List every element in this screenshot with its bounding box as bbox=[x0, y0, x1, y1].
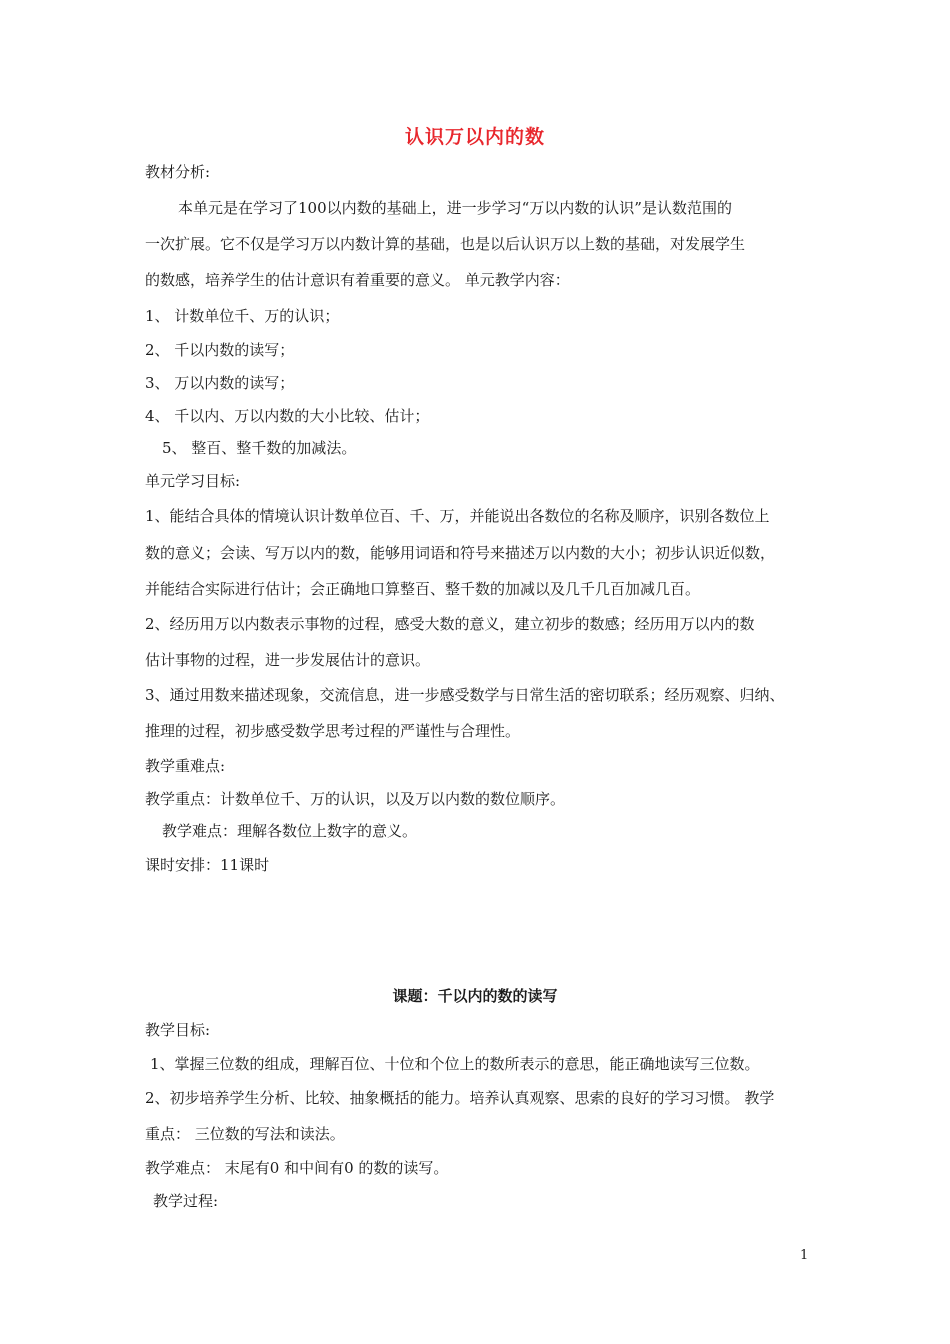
content-item-4: 4、 千以内、万以内数的大小比较、估计； bbox=[145, 407, 430, 425]
key-point: 教学重点：计数单位千、万的认识，以及万以内数的数位顺序。 bbox=[145, 790, 566, 808]
lesson-goal-line-2: 2、初步培养学生分析、比较、抽象概括的能力。培养认真观察、思索的良好的学习习惯。 教学 bbox=[145, 1089, 775, 1107]
content-item-2: 2、 千以内数的读写； bbox=[145, 341, 295, 359]
analysis-line-2: 一次扩展。它不仅是学习万以内数计算的基础，也是以后认识万以上数的基础，对发展学生 bbox=[145, 235, 746, 253]
goal-line-3: 并能结合实际进行估计；会正确地口算整百、整千数的加减以及几千几百加减几百。 bbox=[145, 580, 701, 598]
lesson-goal-line-1: 1、掌握三位数的组成，理解百位、十位和个位上的数所表示的意思，能正确地读写三位数。 bbox=[150, 1055, 760, 1073]
content-item-1: 1、 计数单位千、万的认识； bbox=[145, 307, 340, 325]
goal-line-4: 2、经历用万以内数表示事物的过程，感受大数的意义，建立初步的数感；经历用万以内的数 bbox=[145, 615, 755, 633]
lesson-goals-heading: 教学目标: bbox=[145, 1021, 211, 1039]
analysis-line-3: 的数感，培养学生的估计意识有着重要的意义。 单元教学内容： bbox=[145, 271, 570, 289]
key-heading: 教学重难点: bbox=[145, 757, 226, 775]
lesson-difficult: 教学难点： 末尾有0 和中间有0 的数的读写。 bbox=[145, 1159, 449, 1177]
goals-heading: 单元学习目标: bbox=[145, 472, 241, 490]
page-number: 1 bbox=[800, 1248, 809, 1263]
goal-line-5: 估计事物的过程，进一步发展估计的意识。 bbox=[145, 651, 431, 669]
lesson-process: 教学过程: bbox=[153, 1192, 219, 1210]
lesson-title: 课题：千以内的数的读写 bbox=[392, 987, 558, 1005]
content-item-5: 5、 整百、整千数的加减法。 bbox=[162, 439, 357, 457]
schedule: 课时安排：11课时 bbox=[145, 856, 270, 874]
goal-line-7: 推理的过程，初步感受数学思考过程的严谨性与合理性。 bbox=[145, 722, 521, 740]
page-title: 认识万以内的数 bbox=[404, 126, 545, 148]
content-item-3: 3、 万以内数的读写； bbox=[145, 374, 295, 392]
goal-line-1: 1、能结合具体的情境认识计数单位百、千、万，并能说出各数位的名称及顺序，识别各数位上 bbox=[145, 507, 770, 525]
goal-line-2: 数的意义；会读、写万以内的数，能够用词语和符号来描述万以内数的大小；初步认识近似数， bbox=[145, 544, 776, 562]
lesson-goal-line-3: 重点： 三位数的写法和读法。 bbox=[145, 1125, 345, 1143]
difficult-point: 教学难点：理解各数位上数字的意义。 bbox=[162, 822, 418, 840]
analysis-heading: 教材分析: bbox=[145, 163, 211, 181]
goal-line-6: 3、通过用数来描述现象，交流信息，进一步感受数学与日常生活的密切联系；经历观察、归纳、 bbox=[145, 686, 785, 704]
analysis-line-1: 本单元是在学习了100以内数的基础上，进一步学习“万以内数的认识”是认数范围的 bbox=[178, 199, 732, 217]
